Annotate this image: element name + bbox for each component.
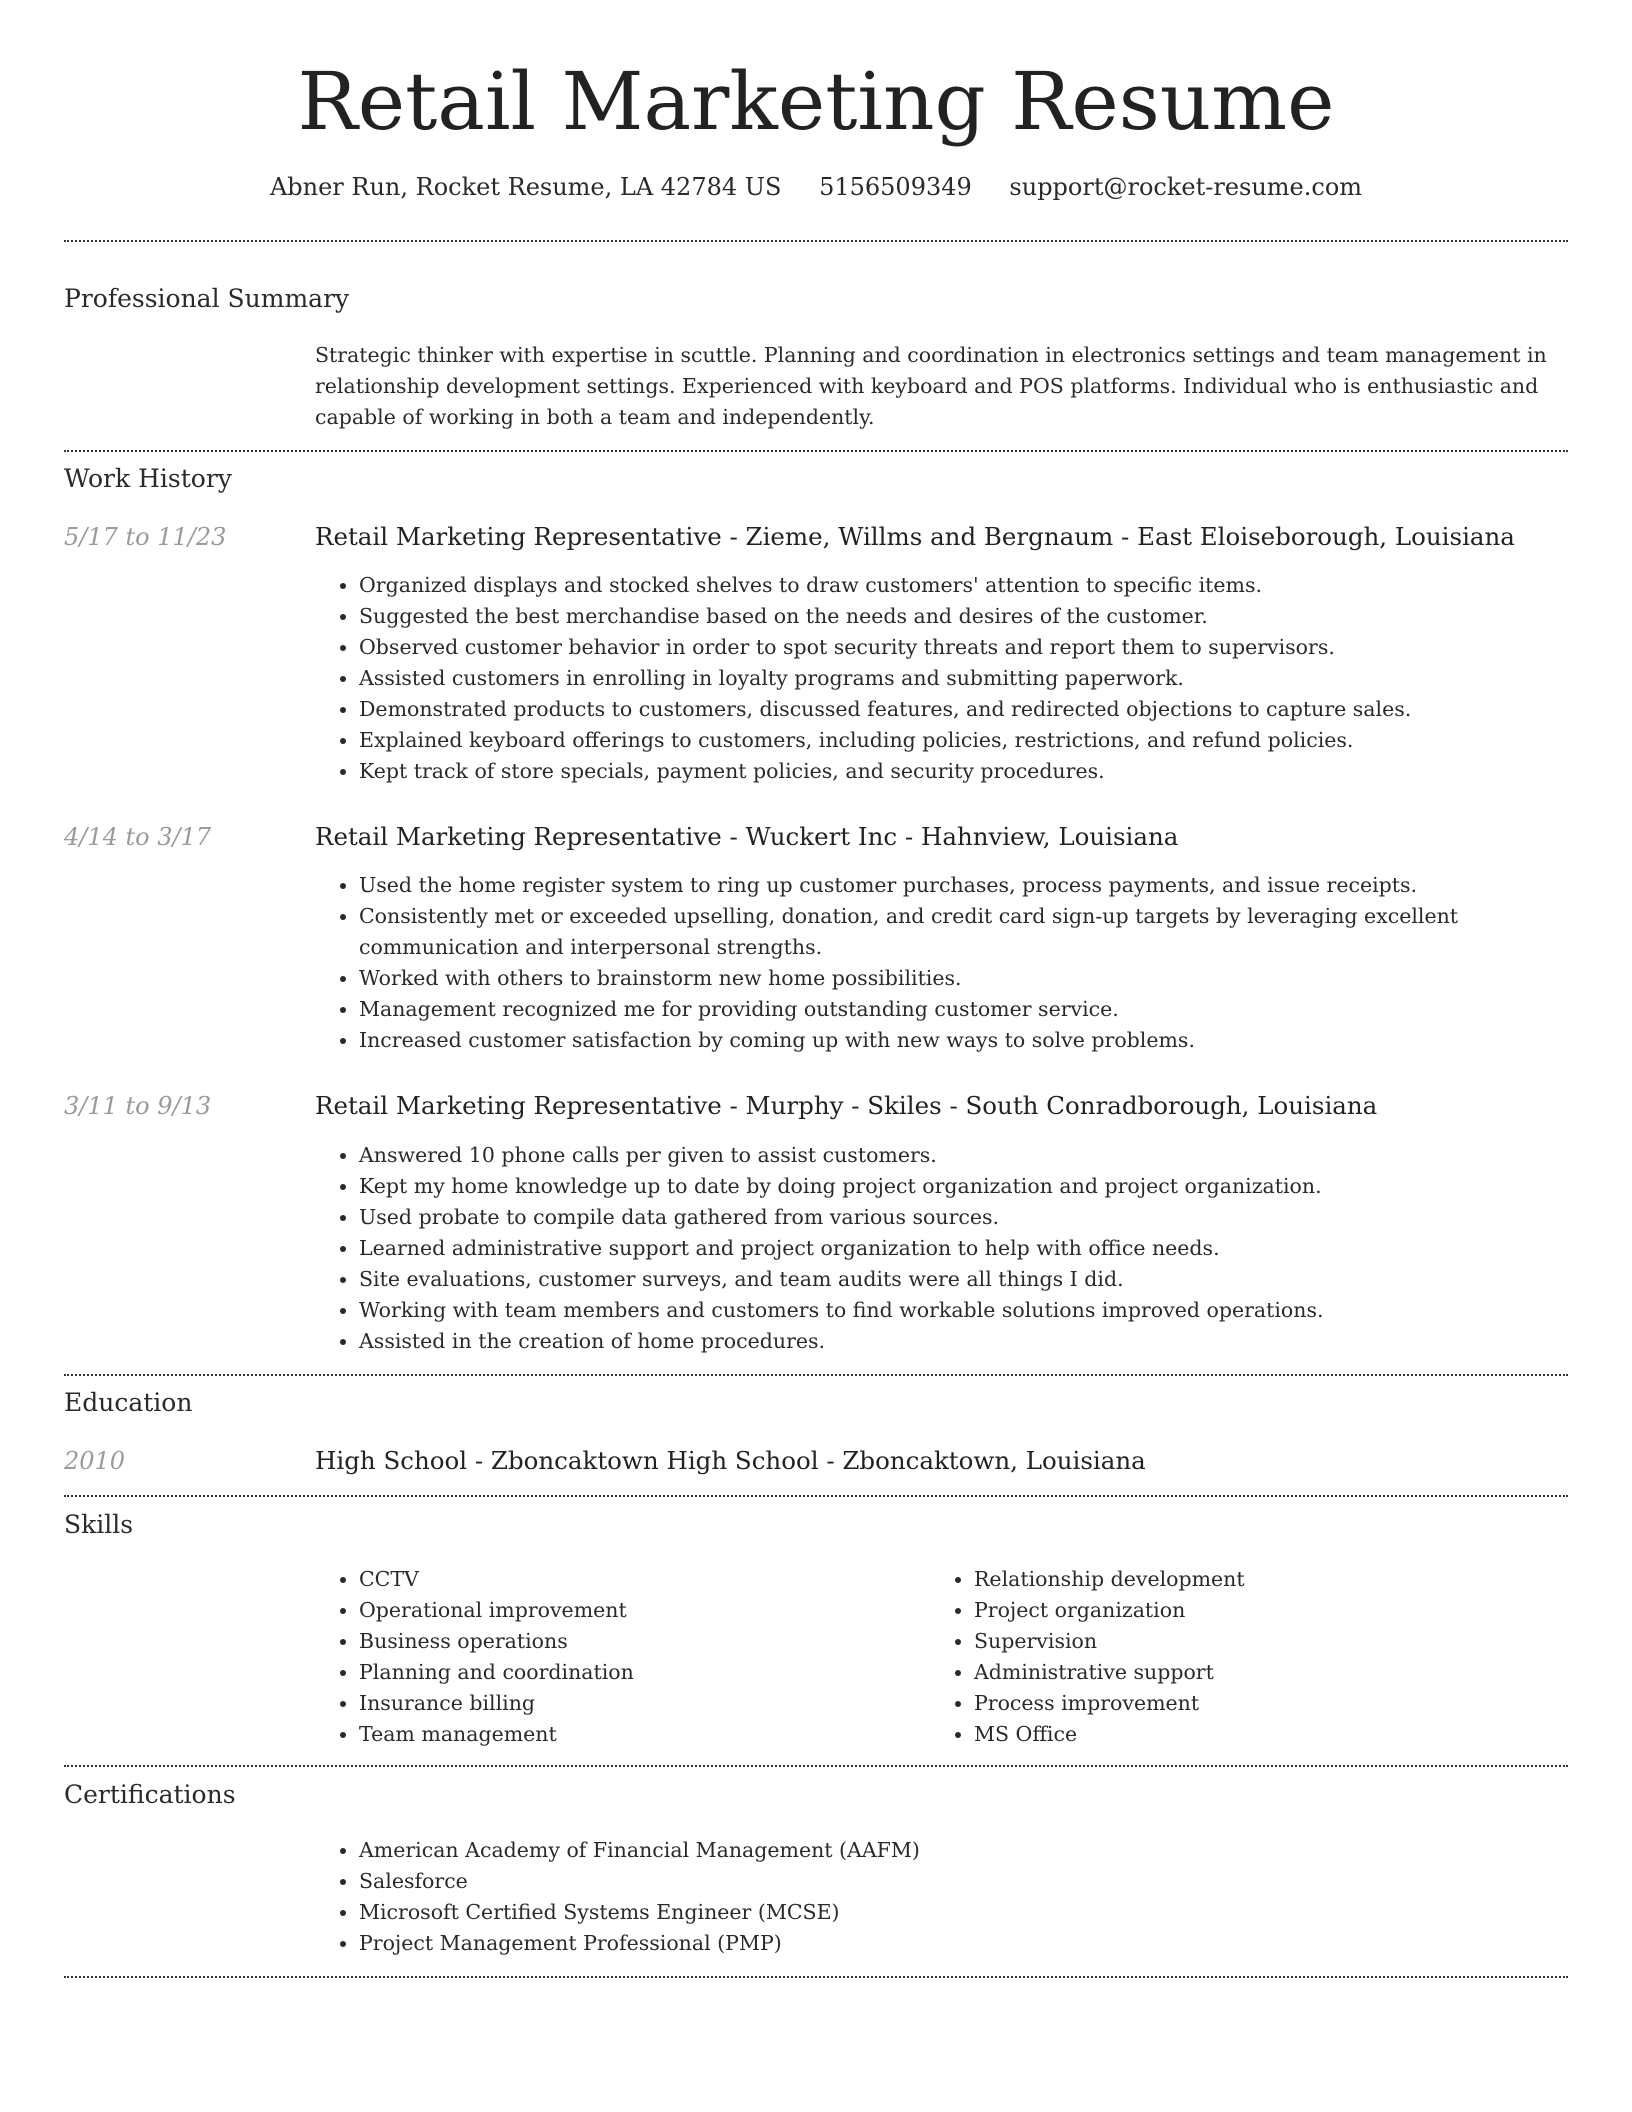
list-item: • Business operations xyxy=(359,1626,919,1657)
job-title: Retail Marketing Representative - Wuckert Inc - Hahnview, Louisiana xyxy=(315,822,1179,851)
list-item: • Process improvement xyxy=(974,1688,1574,1719)
job-bullets xyxy=(315,570,1509,787)
list-item: • CCTV xyxy=(359,1564,919,1595)
list-item: • Supervision xyxy=(974,1626,1574,1657)
list-item: • Management recognized me for providing outstanding customer service. xyxy=(359,994,1509,1025)
list-item: • Assisted in the creation of home procedures. xyxy=(359,1326,1509,1357)
education-year: 2010 xyxy=(64,1447,126,1475)
education-heading: Education xyxy=(64,1388,193,1417)
list-item: • Planning and coordination xyxy=(359,1657,919,1688)
list-item: • Kept track of store specials, payment policies, and security procedures. xyxy=(359,756,1509,787)
contact-email: support@rocket-resume.com xyxy=(1009,173,1363,201)
summary-text: Strategic thinker with expertise in scuttle. Planning and coordination in electronics settings and team management in relationship development settings. Experienced with keyboard and POS platforms. Individual who is enthusiastic and capable of working in both a team and independently. xyxy=(315,343,1547,429)
divider xyxy=(64,240,1568,242)
divider xyxy=(64,1765,1568,1767)
certifications-list xyxy=(315,1835,1509,1959)
list-item: • Used probate to compile data gathered from various sources. xyxy=(359,1202,1509,1233)
list-item: • MS Office xyxy=(974,1719,1574,1750)
certifications-heading: Certifications xyxy=(64,1780,236,1809)
divider xyxy=(64,1374,1568,1376)
skills-list-right xyxy=(930,1564,1574,1750)
contact-phone: 5156509349 xyxy=(819,173,972,201)
job-title: Retail Marketing Representative - Murphy - Skiles - South Conradborough, Louisiana xyxy=(315,1091,1378,1120)
list-item: • Assisted customers in enrolling in loyalty programs and submitting paperwork. xyxy=(359,663,1509,694)
list-item: • Administrative support xyxy=(974,1657,1574,1688)
list-item: • Explained keyboard offerings to customers, including policies, restrictions, and refund policies. xyxy=(359,725,1509,756)
list-item: • Worked with others to brainstorm new home possibilities. xyxy=(359,963,1509,994)
contact-address: Abner Run, Rocket Resume, LA 42784 US xyxy=(269,173,782,201)
list-item: • Observed customer behavior in order to spot security threats and report them to supervisors. xyxy=(359,632,1509,663)
job-dates: 3/11 to 9/13 xyxy=(64,1092,212,1120)
skills-list-left xyxy=(315,1564,919,1750)
contact-line xyxy=(0,170,1632,204)
job-bullets xyxy=(315,870,1509,1056)
list-item: • Relationship development xyxy=(974,1564,1574,1595)
work-heading: Work History xyxy=(64,464,232,493)
list-item: • Microsoft Certified Systems Engineer (MCSE) xyxy=(359,1897,1509,1928)
list-item: • Salesforce xyxy=(359,1866,1509,1897)
summary-heading: Professional Summary xyxy=(64,284,350,313)
divider xyxy=(64,1976,1568,1978)
list-item: • Increased customer satisfaction by coming up with new ways to solve problems. xyxy=(359,1025,1509,1056)
divider xyxy=(64,450,1568,452)
list-item: • Operational improvement xyxy=(359,1595,919,1626)
job-dates: 5/17 to 11/23 xyxy=(64,523,227,551)
divider xyxy=(64,1495,1568,1497)
list-item: • Site evaluations, customer surveys, and team audits were all things I did. xyxy=(359,1264,1509,1295)
list-item: • Demonstrated products to customers, discussed features, and redirected objections to capture sales. xyxy=(359,694,1509,725)
list-item: • Consistently met or exceeded upselling, donation, and credit card sign-up targets by leveraging excellent communication and interpersonal strengths. xyxy=(359,901,1509,963)
list-item: • Working with team members and customers to find workable solutions improved operations. xyxy=(359,1295,1509,1326)
page-title: Retail Marketing Resume xyxy=(297,55,1335,148)
list-item: • Project Management Professional (PMP) xyxy=(359,1928,1509,1959)
list-item: • Learned administrative support and project organization to help with office needs. xyxy=(359,1233,1509,1264)
list-item: • Team management xyxy=(359,1719,919,1750)
skills-heading: Skills xyxy=(64,1510,134,1539)
list-item: • American Academy of Financial Management (AAFM) xyxy=(359,1835,1509,1866)
job-dates: 4/14 to 3/17 xyxy=(64,823,212,851)
list-item: • Answered 10 phone calls per given to assist customers. xyxy=(359,1140,1509,1171)
job-bullets xyxy=(315,1140,1509,1357)
list-item: • Kept my home knowledge up to date by doing project organization and project organization. xyxy=(359,1171,1509,1202)
job-title: Retail Marketing Representative - Zieme, Willms and Bergnaum - East Eloiseborough, Louisiana xyxy=(315,522,1515,551)
list-item: • Insurance billing xyxy=(359,1688,919,1719)
list-item: • Used the home register system to ring up customer purchases, process payments, and issue receipts. xyxy=(359,870,1509,901)
list-item: • Suggested the best merchandise based on the needs and desires of the customer. xyxy=(359,601,1509,632)
education-entry: High School - Zboncaktown High School - Zboncaktown, Louisiana xyxy=(315,1446,1146,1475)
list-item: • Organized displays and stocked shelves to draw customers' attention to specific items. xyxy=(359,570,1509,601)
list-item: • Project organization xyxy=(974,1595,1574,1626)
